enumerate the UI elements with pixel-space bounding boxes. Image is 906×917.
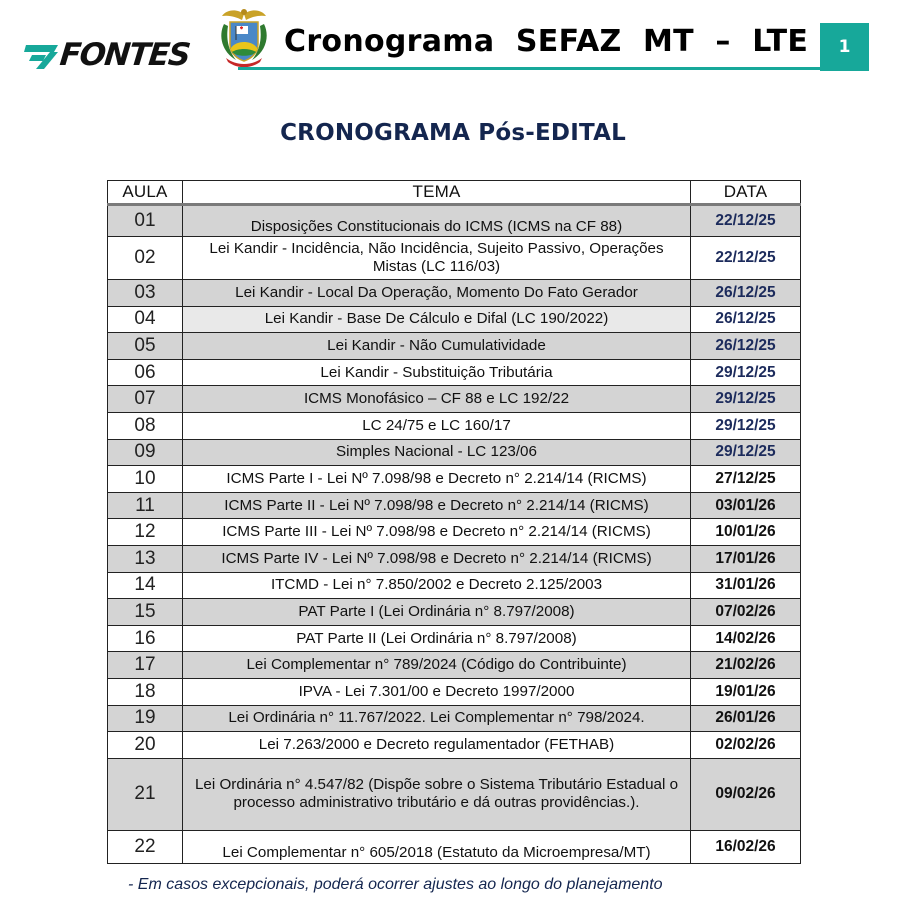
data-date: 09/02/26 <box>691 758 801 830</box>
table-row <box>108 572 801 599</box>
aula-number: 15 <box>108 599 183 626</box>
data-date: 10/01/26 <box>691 519 801 546</box>
table-header-row <box>108 181 801 205</box>
column-header-aula: AULA <box>108 181 183 205</box>
aula-number: 07 <box>108 386 183 413</box>
table-row <box>108 439 801 466</box>
table-row <box>108 678 801 705</box>
table-row <box>108 205 801 237</box>
data-date: 14/02/26 <box>691 625 801 652</box>
data-date: 17/01/26 <box>691 545 801 572</box>
tema-text: Lei 7.263/2000 e Decreto regulamentador (FETHAB) <box>183 732 691 759</box>
aula-number: 22 <box>108 830 183 863</box>
table-row <box>108 705 801 732</box>
aula-number: 11 <box>108 492 183 519</box>
data-date: 29/12/25 <box>691 359 801 386</box>
data-date: 26/12/25 <box>691 306 801 333</box>
aula-number: 01 <box>108 205 183 237</box>
data-date: 16/02/26 <box>691 830 801 863</box>
table-row <box>108 625 801 652</box>
column-header-data: DATA <box>691 181 801 205</box>
table-row <box>108 333 801 360</box>
aula-number: 06 <box>108 359 183 386</box>
table-row <box>108 466 801 493</box>
aula-number: 16 <box>108 625 183 652</box>
data-date: 31/01/26 <box>691 572 801 599</box>
page-header <box>0 0 906 80</box>
aula-number: 08 <box>108 412 183 439</box>
table-row <box>108 830 801 863</box>
tema-text: Simples Nacional - LC 123/06 <box>183 439 691 466</box>
table-row <box>108 412 801 439</box>
page-number-badge: 1 <box>820 23 869 71</box>
aula-number: 18 <box>108 678 183 705</box>
document-title: Cronograma SEFAZ MT – LTE <box>284 24 809 59</box>
aula-number: 17 <box>108 652 183 679</box>
data-date: 26/12/25 <box>691 280 801 307</box>
section-title: CRONOGRAMA Pós-EDITAL <box>280 120 626 146</box>
tema-text: LC 24/75 e LC 160/17 <box>183 412 691 439</box>
aula-number: 04 <box>108 306 183 333</box>
table-row <box>108 652 801 679</box>
aula-number: 12 <box>108 519 183 546</box>
brand-name: FONTES <box>58 36 192 73</box>
tema-text: ICMS Parte II - Lei Nº 7.098/98 e Decreto n° 2.214/14 (RICMS) <box>183 492 691 519</box>
tema-text: ICMS Parte III - Lei Nº 7.098/98 e Decreto n° 2.214/14 (RICMS) <box>183 519 691 546</box>
tema-text: Lei Kandir - Local Da Operação, Momento Do Fato Gerador <box>183 280 691 307</box>
table-row <box>108 306 801 333</box>
fontes-logo-icon <box>24 41 60 69</box>
tema-text: Lei Ordinária n° 4.547/82 (Dispõe sobre o Sistema Tributário Estadual o processo administrativo tributário e dá outras providências.). <box>183 758 691 830</box>
data-date: 02/02/26 <box>691 732 801 759</box>
tema-text: Disposições Constitucionais do ICMS (ICMS na CF 88) <box>183 205 691 237</box>
table-row <box>108 599 801 626</box>
tema-text: IPVA - Lei 7.301/00 e Decreto 1997/2000 <box>183 678 691 705</box>
footnote: - Em casos excepcionais, poderá ocorrer ajustes ao longo do planejamento <box>128 876 663 893</box>
data-date: 26/01/26 <box>691 705 801 732</box>
brand-logo <box>24 36 192 73</box>
data-date: 29/12/25 <box>691 439 801 466</box>
tema-text: PAT Parte I (Lei Ordinária n° 8.797/2008) <box>183 599 691 626</box>
title-underline <box>238 67 820 70</box>
table-row <box>108 386 801 413</box>
tema-text: Lei Kandir - Base De Cálculo e Difal (LC 190/2022) <box>183 306 691 333</box>
data-date: 26/12/25 <box>691 333 801 360</box>
tema-text: Lei Ordinária n° 11.767/2022. Lei Complementar n° 798/2024. <box>183 705 691 732</box>
tema-text: Lei Kandir - Incidência, Não Incidência, Sujeito Passivo, Operações Mistas (LC 116/03) <box>183 237 691 280</box>
data-date: 07/02/26 <box>691 599 801 626</box>
data-date: 19/01/26 <box>691 678 801 705</box>
table-row <box>108 492 801 519</box>
table-row <box>108 732 801 759</box>
aula-number: 02 <box>108 237 183 280</box>
aula-number: 14 <box>108 572 183 599</box>
column-header-tema: TEMA <box>183 181 691 205</box>
table-row <box>108 359 801 386</box>
tema-text: ICMS Parte I - Lei Nº 7.098/98 e Decreto n° 2.214/14 (RICMS) <box>183 466 691 493</box>
aula-number: 13 <box>108 545 183 572</box>
aula-number: 03 <box>108 280 183 307</box>
aula-number: 09 <box>108 439 183 466</box>
table-row <box>108 519 801 546</box>
data-date: 29/12/25 <box>691 386 801 413</box>
table-row <box>108 237 801 280</box>
data-date: 22/12/25 <box>691 205 801 237</box>
aula-number: 21 <box>108 758 183 830</box>
data-date: 29/12/25 <box>691 412 801 439</box>
table-row <box>108 545 801 572</box>
table-row <box>108 280 801 307</box>
tema-text: Lei Kandir - Não Cumulatividade <box>183 333 691 360</box>
data-date: 27/12/25 <box>691 466 801 493</box>
data-date: 22/12/25 <box>691 237 801 280</box>
tema-text: Lei Complementar n° 789/2024 (Código do Contribuinte) <box>183 652 691 679</box>
tema-text: PAT Parte II (Lei Ordinária n° 8.797/2008) <box>183 625 691 652</box>
aula-number: 05 <box>108 333 183 360</box>
aula-number: 19 <box>108 705 183 732</box>
mato-grosso-coat-of-arms-icon <box>214 4 274 70</box>
tema-text: ICMS Parte IV - Lei Nº 7.098/98 e Decreto n° 2.214/14 (RICMS) <box>183 545 691 572</box>
tema-text: Lei Kandir - Substituição Tributária <box>183 359 691 386</box>
aula-number: 10 <box>108 466 183 493</box>
data-date: 03/01/26 <box>691 492 801 519</box>
tema-text: Lei Complementar n° 605/2018 (Estatuto da Microempresa/MT) <box>183 830 691 863</box>
data-date: 21/02/26 <box>691 652 801 679</box>
table-row <box>108 758 801 830</box>
aula-number: 20 <box>108 732 183 759</box>
tema-text: ITCMD - Lei n° 7.850/2002 e Decreto 2.125/2003 <box>183 572 691 599</box>
schedule-table <box>107 180 801 864</box>
tema-text: ICMS Monofásico – CF 88 e LC 192/22 <box>183 386 691 413</box>
